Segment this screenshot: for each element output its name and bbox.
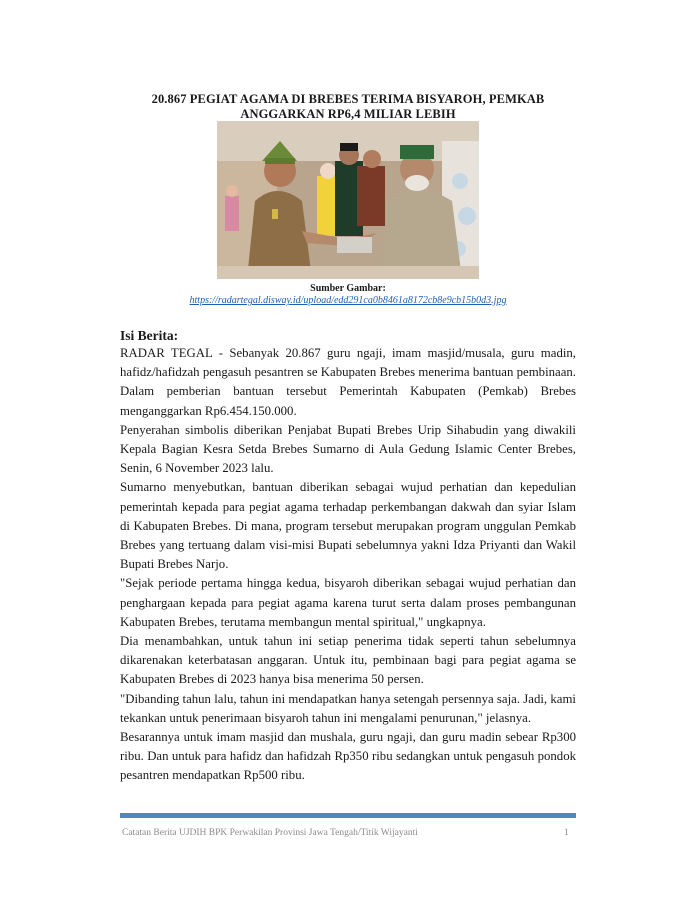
paragraph-4: "Sejak periode pertama hingga kedua, bisyaroh diberikan sebagai wujud perhatian dan penghargaan kepada para pegiat agama karena turut serta dalam proses pembangunan Kabupaten Brebes, terutama membangun mental spiritual," ungkapnya. [120, 576, 576, 629]
page-number: 1 [564, 828, 569, 838]
paragraph-5: Dia menambahkan, untuk tahun ini setiap penerima tidak seperti tahun sebelumnya dikarenakan keterbatasan anggaran. Untuk itu, pembinaan bagi para pegiat agama se Kabupaten Brebes di 2023 hanya bisa menerima 50 persen. [120, 634, 576, 687]
paragraph-3: Sumarno menyebutkan, bantuan diberikan sebagai wujud perhatian dan kepedulian pemerintah kepada para pegiat agama terhadap perkembangan dakwah dan syiar Islam di Kabupaten Brebes. Di mana, program tersebut merupakan program unggulan Pemkab Brebes yang tertuang dalam visi-misi Bupati sebelumnya yakni Idza Priyanti dan Wakil Bupati Brebes Narjo. [120, 480, 576, 572]
paragraph-2: Penyerahan simbolis diberikan Penjabat Bupati Brebes Urip Sihabudin yang diwakili Kepala Bagian Kesra Setda Brebes Sumarno di Aula Gedung Islamic Center Brebes, Senin, 6 November 2023 lalu. [120, 422, 576, 476]
paragraph-7: Besarannya untuk imam masjid dan mushala, guru ngaji, dan guru madin sebear Rp300 ribu. Dan untuk para hafidz dan hafidzah Rp350 ribu sedangkan untuk pengasuh pondok pesantren mendapatkan Rp500 ribu. [120, 730, 576, 783]
paragraph-1: RADAR TEGAL - Sebanyak 20.867 guru ngaji, imam masjid/musala, guru madin, hafidz/hafidzah pengasuh pesantren se Kabupaten Brebes menerima bantuan pembinaan. Dalam pemberian bantuan tersebut Pemerintah Kabupaten (Pemkab) Brebes menganggarkan Rp6.454.150.000. [120, 346, 576, 418]
section-heading: Isi Berita: [120, 328, 179, 343]
article-title [110, 92, 586, 122]
article-title-line-2: ANGGARKAN RP6,4 MILIAR LEBIH [240, 107, 456, 121]
news-photo [217, 121, 479, 279]
paragraph-6: "Dibanding tahun lalu, tahun ini mendapatkan hanya setengah persennya saja. Jadi, kami tekankan untuk penerimaan bisyaroh tahun ini mengalami penurunan," jelasnya. [120, 691, 576, 725]
article-title-line-1: 20.867 PEGIAT AGAMA DI BREBES TERIMA BISYAROH, PEMKAB [151, 92, 545, 106]
image-source-link[interactable]: https://radartegal.disway.id/upload/edd291ca0b8461a8172cb8e9cb15b0d3.jpg [189, 295, 507, 306]
image-caption-label: Sumber Gambar: [310, 283, 386, 294]
footer-text: Catatan Berita UJDIH BPK Perwakilan Provinsi Jawa Tengah/Titik Wijayanti [122, 828, 418, 838]
article-body [120, 344, 576, 786]
footer-rule [120, 813, 576, 818]
